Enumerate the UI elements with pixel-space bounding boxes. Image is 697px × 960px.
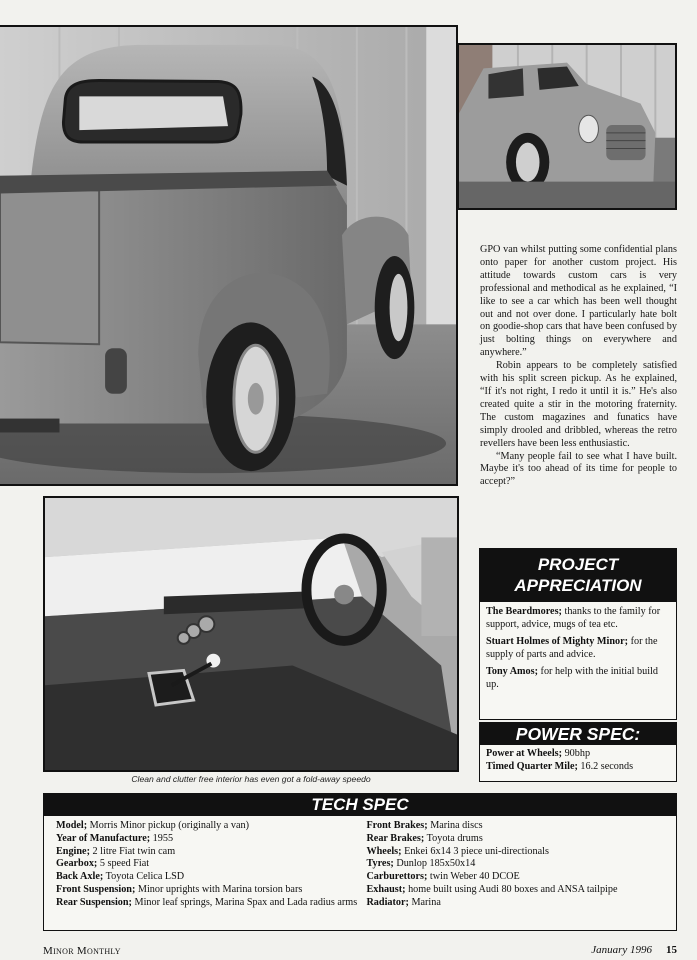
page-number: 15 — [666, 944, 677, 956]
acknowledgement-item: The Beardmores; thanks to the family for support, advice, mugs of tea etc. — [486, 606, 661, 630]
article-body — [480, 244, 677, 489]
interior-photo — [43, 496, 459, 772]
tech-spec-row: Tyres; Dunlop 185x50x14 — [366, 858, 476, 870]
power-spec-row: Timed Quarter Mile; 16.2 seconds — [486, 761, 634, 772]
tech-spec-right-column — [366, 820, 664, 910]
tech-spec-left-column — [56, 820, 366, 910]
tech-spec-row: Rear Suspension; Minor leaf springs, Marina Spax and Lada radius arms — [56, 896, 358, 908]
tech-spec-row: Front Suspension; Minor uprights with Marina torsion bars — [56, 883, 303, 895]
tech-spec-row: Year of Manufacture; 1955 — [56, 832, 174, 844]
acknowledgement-item: Stuart Holmes of Mighty Minor; for the supply of parts and advice. — [486, 635, 658, 660]
issue-footer — [591, 944, 677, 956]
tech-spec-box — [43, 793, 677, 931]
tech-spec-row: Wheels; Enkei 6x14 3 piece uni-directionals — [366, 845, 549, 857]
tech-spec-row: Carburettors; twin Weber 40 DCOE — [366, 871, 520, 883]
front-view-photo — [457, 43, 677, 210]
tech-spec-row: Back Axle; Toyota Celica LSD — [56, 871, 185, 883]
power-spec-row: Power at Wheels; 90bhp — [486, 748, 591, 759]
interior-photo-caption: Clean and clutter free interior has even got a fold-away speedo — [131, 774, 371, 784]
tech-spec-row: Engine; 2 litre Fiat twin cam — [56, 845, 176, 857]
project-appreciation-box — [479, 548, 677, 720]
acknowledgement-item: Tony Amos; for help with the initial build up. — [486, 665, 658, 690]
tech-spec-row: Radiator; Marina — [366, 896, 441, 908]
tech-spec-row: Rear Brakes; Toyota drums — [366, 832, 483, 844]
issue-date: January 1996 — [591, 944, 652, 956]
tech-spec-row: Front Brakes; Marina discs — [366, 820, 483, 831]
magazine-name: Minor Monthly — [43, 945, 121, 957]
power-spec-title: POWER SPEC: — [480, 723, 676, 745]
project-appreciation-title: PROJECT APPRECIATION — [480, 549, 676, 602]
tech-spec-row: Exhaust; home built using Audi 80 boxes and ANSA tailpipe — [366, 883, 618, 895]
tech-spec-title: TECH SPEC — [44, 794, 676, 816]
tech-spec-row: Model; Morris Minor pickup (originally a van) — [56, 820, 249, 831]
article-paragraph: “Many people fail to see what I have built. Maybe it's too ahead of its time for people to accept?” — [480, 450, 677, 488]
article-paragraph: Robin appears to be completely satisfied with his split screen pickup. As he explained, “If it's not right, I redo it until it is.” He's also created quite a stir in the motoring fraternity. The custom magazines and funatics have simply drooled and dribbled, whereas the retro revellers have been less enthusiastic. — [480, 360, 677, 449]
tech-spec-row: Gearbox; 5 speed Fiat — [56, 858, 150, 870]
rear-view-photo — [0, 25, 458, 486]
power-spec-box — [479, 722, 677, 782]
article-paragraph: GPO van whilst putting some confidential plans onto paper for another custom project. His attitude towards custom cars is very professional and methodical as he explained, “I like to see a car which has been well thought out and not over done. I particularly hate bolt on goodie-shop cars that have been confused by just bolting things on everywhere and anywhere.” — [480, 244, 677, 359]
